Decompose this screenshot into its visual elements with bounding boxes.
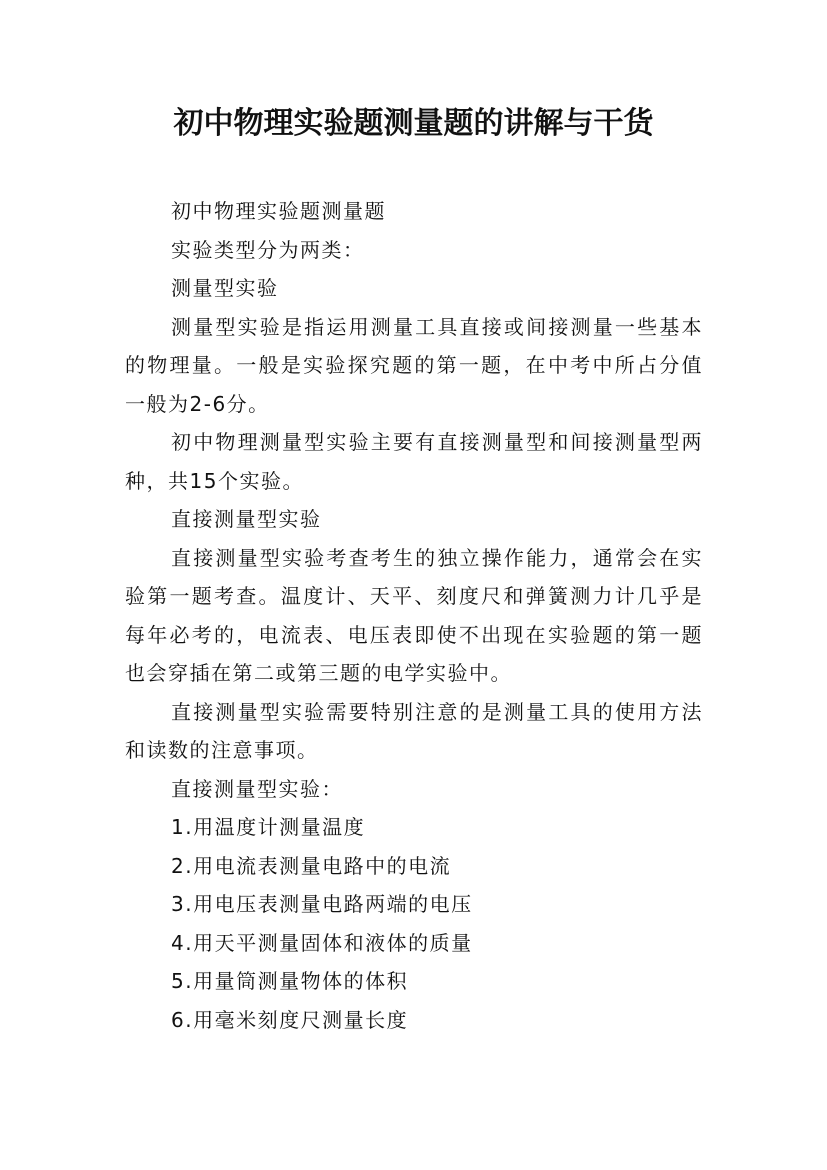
list-item: 6.用毫米刻度尺测量长度 (171, 1007, 409, 1032)
paragraph: 直接测量型实验需要特别注意的是测量工具的使用方法和读数的注意事项。 (125, 699, 703, 762)
paragraph: 初中物理实验题测量题 (171, 199, 386, 223)
paragraph: 初中物理测量型实验主要有直接测量型和间接测量型两种，共15个实验。 (125, 430, 703, 493)
list-item: 2.用电流表测量电路中的电流 (171, 853, 452, 878)
section-heading: 直接测量型实验 (171, 507, 322, 531)
list-heading: 直接测量型实验： (171, 776, 343, 801)
list-item: 5.用量筒测量物体的体积 (171, 969, 409, 993)
list-item: 1.用温度计测量温度 (171, 815, 366, 839)
document-title: 初中物理实验题测量题的讲解与干货 (173, 106, 654, 141)
section-heading: 测量型实验 (171, 276, 279, 300)
paragraph: 直接测量型实验考查考生的独立操作能力，通常会在实验第一题考查。温度计、天平、刻度尺和弹簧测力计几乎是每年必考的，电流表、电压表即使不出现在实验题的第一题也会穿插在第二或第三题的电学实验中。 (125, 545, 703, 685)
document-body (125, 192, 703, 1039)
paragraph: 测量型实验是指运用测量工具直接或间接测量一些基本的物理量。一般是实验探究题的第一题，在中考中所占分值一般为2-6分。 (125, 314, 703, 416)
list-item: 4.用天平测量固体和液体的质量 (171, 930, 473, 955)
list-item: 3.用电压表测量电路两端的电压 (171, 892, 473, 916)
paragraph: 实验类型分为两类： (171, 237, 365, 262)
